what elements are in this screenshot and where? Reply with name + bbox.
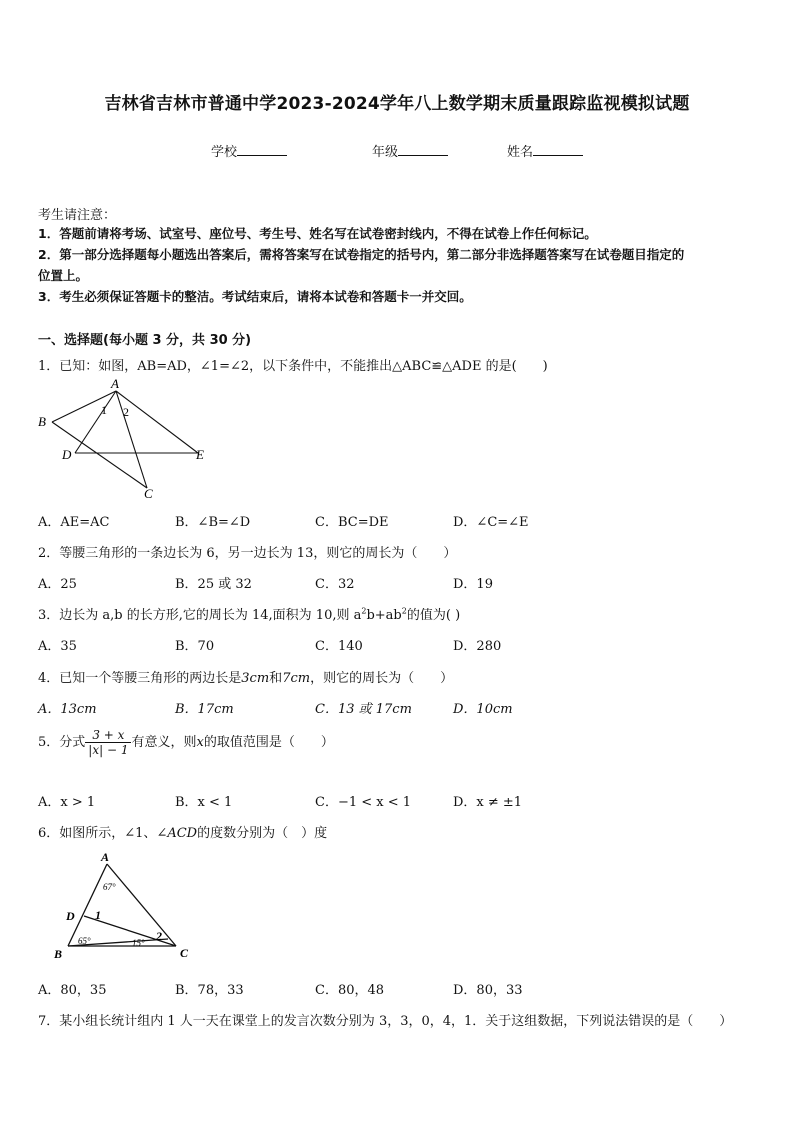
section-heading: 一、选择题(每小题 3 分，共 30 分) bbox=[38, 333, 252, 348]
angle-2-label: 2 bbox=[156, 929, 162, 943]
q5-variable: x bbox=[196, 735, 204, 750]
q4-text: 4．已知一个等腰三角形的两边长是 bbox=[38, 671, 242, 686]
option-c[interactable]: C．−1 < x < 1 bbox=[315, 795, 412, 810]
option-d[interactable]: D．80，33 bbox=[453, 983, 523, 998]
name-blank[interactable] bbox=[533, 143, 583, 156]
q3-text: 的值为( ) bbox=[406, 608, 461, 623]
option-c[interactable]: C．BC=DE bbox=[315, 515, 389, 530]
label-A: A bbox=[101, 850, 110, 864]
option-a[interactable]: A．13cm bbox=[38, 702, 97, 717]
name-field[interactable] bbox=[507, 141, 583, 160]
angle-2-label: 2 bbox=[123, 405, 129, 419]
label-C: C bbox=[180, 946, 189, 960]
option-c[interactable]: C．140 bbox=[315, 639, 363, 654]
q3-text: b+ab bbox=[366, 608, 402, 623]
option-b[interactable]: B．x < 1 bbox=[175, 795, 233, 810]
label-E: E bbox=[196, 447, 204, 462]
school-field[interactable] bbox=[211, 141, 287, 160]
option-b[interactable]: B．∠B=∠D bbox=[175, 515, 251, 530]
question-6-stem bbox=[38, 822, 327, 841]
notice-item: 2．第一部分选择题每小题选出答案后，需将答案写在试卷指定的括号内，第二部分非选择题答案写在试卷题目指定的 bbox=[38, 247, 685, 262]
option-d[interactable]: D．10cm bbox=[453, 702, 513, 717]
q6-text: 6．如图所示，∠1、 bbox=[38, 826, 157, 841]
label-B: B bbox=[54, 947, 63, 961]
grade-blank[interactable] bbox=[398, 143, 448, 156]
option-c[interactable]: C．13 或 17cm bbox=[315, 702, 412, 717]
angle-bcd-value: 15° bbox=[132, 938, 145, 948]
label-C: C bbox=[144, 486, 153, 501]
option-b[interactable]: B．78，33 bbox=[175, 983, 244, 998]
label-D: D bbox=[66, 909, 75, 923]
option-d[interactable]: D．∠C=∠E bbox=[453, 515, 529, 530]
label-A: A bbox=[111, 376, 119, 391]
angle-b-value: 65° bbox=[78, 936, 91, 946]
angle-1-label: 1 bbox=[95, 908, 101, 922]
option-d[interactable]: D．19 bbox=[453, 577, 493, 592]
question-6-figure bbox=[50, 846, 200, 964]
fraction-numerator: 3 + x bbox=[85, 728, 131, 743]
q4-text: ，则它的周长为（ ） bbox=[310, 671, 454, 686]
label-B: B bbox=[38, 414, 46, 429]
q5-text: 5．分式 bbox=[38, 735, 86, 750]
grade-field[interactable] bbox=[372, 141, 448, 160]
notice-item: 1．答题前请将考场、试室号、座位号、考生号、姓名写在试卷密封线内，不得在试卷上作任何标记。 bbox=[38, 226, 597, 241]
question-1-stem: 1．已知：如图，AB=AD，∠1=∠2，以下条件中，不能推出△ABC≌△ADE 的是( ) bbox=[38, 359, 548, 374]
label-D: D bbox=[62, 447, 72, 462]
option-a[interactable]: A．80，35 bbox=[38, 983, 107, 998]
page-title: 吉林省吉林市普通中学2023-2024学年八上数学期末质量跟踪监视模拟试题 bbox=[104, 94, 690, 114]
notice-item: 3．考生必须保证答题卡的整洁。考试结束后，请将本试卷和答题卡一并交回。 bbox=[38, 289, 472, 304]
question-5-stem bbox=[38, 728, 334, 757]
q6-text: 的度数分别为（ ）度 bbox=[197, 826, 328, 841]
option-a[interactable]: A．AE=AC bbox=[38, 515, 110, 530]
school-blank[interactable] bbox=[237, 143, 287, 156]
option-b[interactable]: B．17cm bbox=[175, 702, 234, 717]
q6-angle: ∠ACD bbox=[156, 826, 198, 841]
notice-item: 位置上。 bbox=[38, 268, 89, 283]
option-c[interactable]: C．80，48 bbox=[315, 983, 385, 998]
angle-a-value: 67° bbox=[103, 882, 116, 892]
q4-text: 和 bbox=[269, 671, 283, 686]
option-d[interactable]: D．x ≠ ±1 bbox=[453, 795, 523, 810]
option-a[interactable]: A．35 bbox=[38, 639, 77, 654]
question-7-stem: 7．某小组长统计组内 1 人一天在课堂上的发言次数分别为 3，3，0，4，1．关于这组数据，下列说法错误的是（ ） bbox=[38, 1014, 733, 1029]
question-1-figure bbox=[30, 374, 220, 504]
notice-heading: 考生请注意： bbox=[38, 208, 117, 223]
grade-label: 年级 bbox=[372, 145, 399, 160]
q4-value: 7cm bbox=[282, 671, 311, 686]
q3-exponent: 2 bbox=[401, 606, 407, 616]
fraction bbox=[85, 728, 131, 757]
option-b[interactable]: B．70 bbox=[175, 639, 215, 654]
question-4-stem bbox=[38, 667, 453, 686]
option-d[interactable]: D．280 bbox=[453, 639, 502, 654]
q5-text: 有意义，则 bbox=[131, 735, 197, 750]
question-2-stem: 2．等腰三角形的一条边长为 6，另一边长为 13，则它的周长为（ ） bbox=[38, 546, 457, 561]
option-a[interactable]: A．x > 1 bbox=[38, 795, 96, 810]
angle-1-label: 1 bbox=[101, 403, 107, 417]
school-label: 学校 bbox=[211, 145, 238, 160]
question-3-stem bbox=[38, 604, 460, 623]
fraction-denominator: |x| − 1 bbox=[88, 743, 129, 757]
option-b[interactable]: B．25 或 32 bbox=[175, 577, 252, 592]
q4-value: 3cm bbox=[241, 671, 270, 686]
option-c[interactable]: C．32 bbox=[315, 577, 355, 592]
name-label: 姓名 bbox=[507, 145, 534, 160]
q3-text: 3．边长为 a,b 的长方形,它的周长为 14,面积为 10,则 a bbox=[38, 608, 362, 623]
option-a[interactable]: A．25 bbox=[38, 577, 77, 592]
q3-exponent: 2 bbox=[361, 606, 367, 616]
q5-text: 的取值范围是（ ） bbox=[203, 735, 334, 750]
